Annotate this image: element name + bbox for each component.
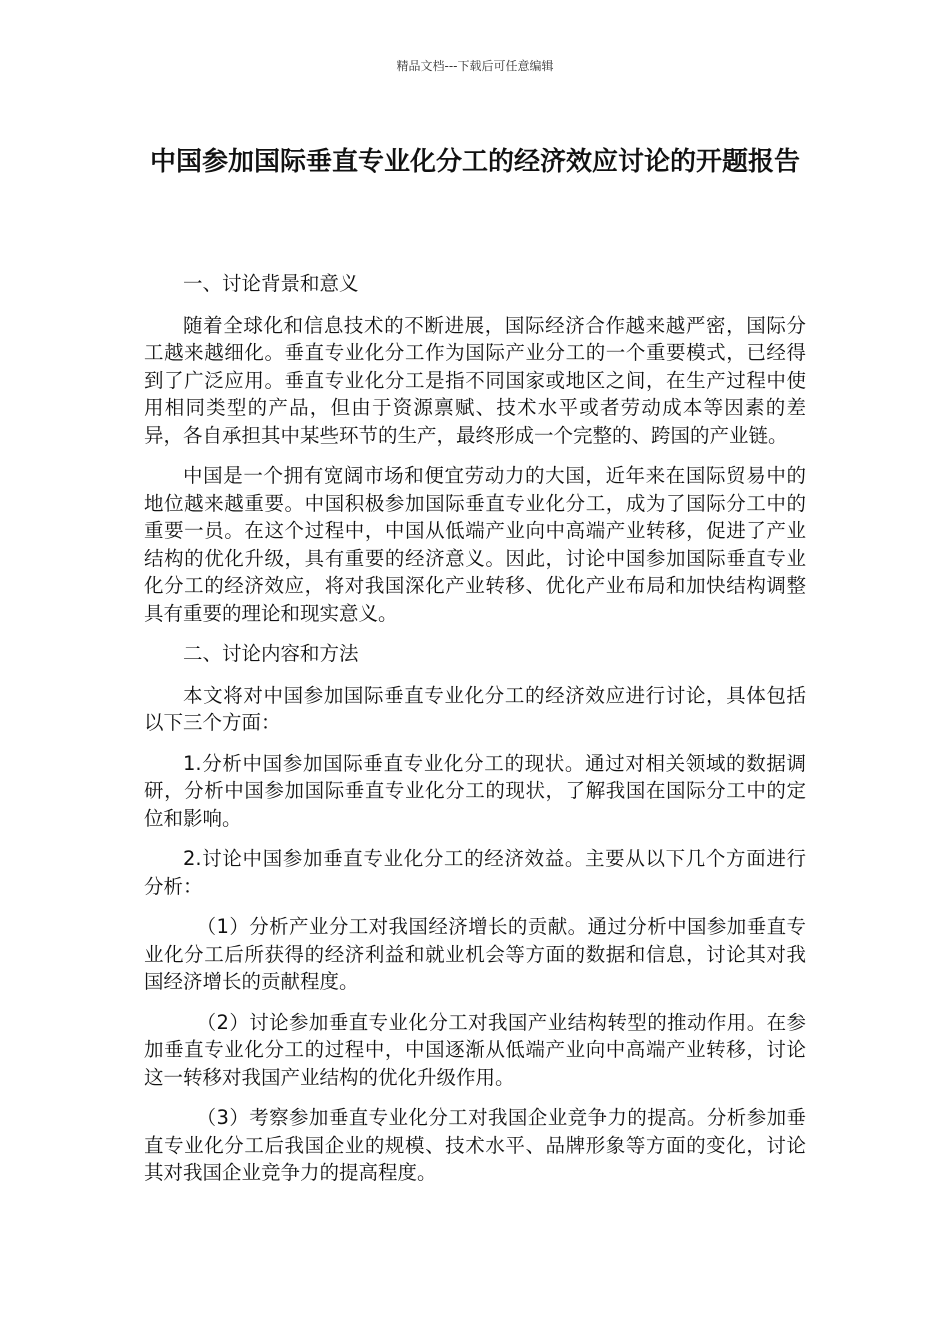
paragraph-background-1: 随着全球化和信息技术的不断进展，国际经济合作越来越严密，国际分工越来越细化。垂直专业化分工作为国际产业分工的一个重要模式，已经得到了广泛应用。垂直专业化分工是指不同国家或地区之间，在生产过程中使用相同类型的产品，但由于资源禀赋、技术水平或者劳动成本等因素的差异，各自承担其中某些环节的生产，最终形成一个完整的、跨国的产业链。 — [144, 313, 806, 447]
sub-item-3: （3）考察参加垂直专业化分工对我国企业竞争力的提高。分析参加垂直专业化分工后我国企业的规模、技术水平、品牌形象等方面的变化，讨论其对我国企业竞争力的提高程度。 — [144, 1106, 806, 1184]
section-heading-background: 一、讨论背景和意义 — [183, 272, 359, 295]
sub-item-1: （1）分析产业分工对我国经济增长的贡献。通过分析中国参加垂直专业化分工后所获得的经济利益和就业机会等方面的数据和信息，讨论其对我国经济增长的贡献程度。 — [144, 915, 806, 993]
header-note: 精品文档---下载后可任意编辑 — [396, 59, 554, 73]
paragraph-background-2: 中国是一个拥有宽阔市场和便宜劳动力的大国，近年来在国际贸易中的地位越来越重要。中国积极参加国际垂直专业化分工，成为了国际分工中的重要一员。在这个过程中，中国从低端产业向中高端产业转移，促进了产业结构的优化升级，具有重要的经济意义。因此，讨论中国参加国际垂直专业化分工的经济效应，将对我国深化产业转移、优化产业布局和加快结构调整具有重要的理论和现实意义。 — [144, 464, 806, 625]
document-title: 中国参加国际垂直专业化分工的经济效应讨论的开题报告 — [149, 147, 800, 177]
paragraph-intro: 本文将对中国参加国际垂直专业化分工的经济效应进行讨论，具体包括以下三个方面： — [144, 683, 806, 734]
section-heading-content-methods: 二、讨论内容和方法 — [183, 642, 359, 665]
document-body — [144, 270, 806, 1200]
list-item-2: 2.讨论中国参加垂直专业化分工的经济效益。主要从以下几个方面进行分析： — [144, 847, 806, 898]
sub-item-2: （2）讨论参加垂直专业化分工对我国产业结构转型的推动作用。在参加垂直专业化分工的过程中，中国逐渐从低端产业向中高端产业转移，讨论这一转移对我国产业结构的优化升级作用。 — [144, 1010, 806, 1089]
list-item-1: 1.分析中国参加国际垂直专业化分工的现状。通过对相关领域的数据调研，分析中国参加国际垂直专业化分工的现状，了解我国在国际分工中的定位和影响。 — [144, 751, 806, 830]
